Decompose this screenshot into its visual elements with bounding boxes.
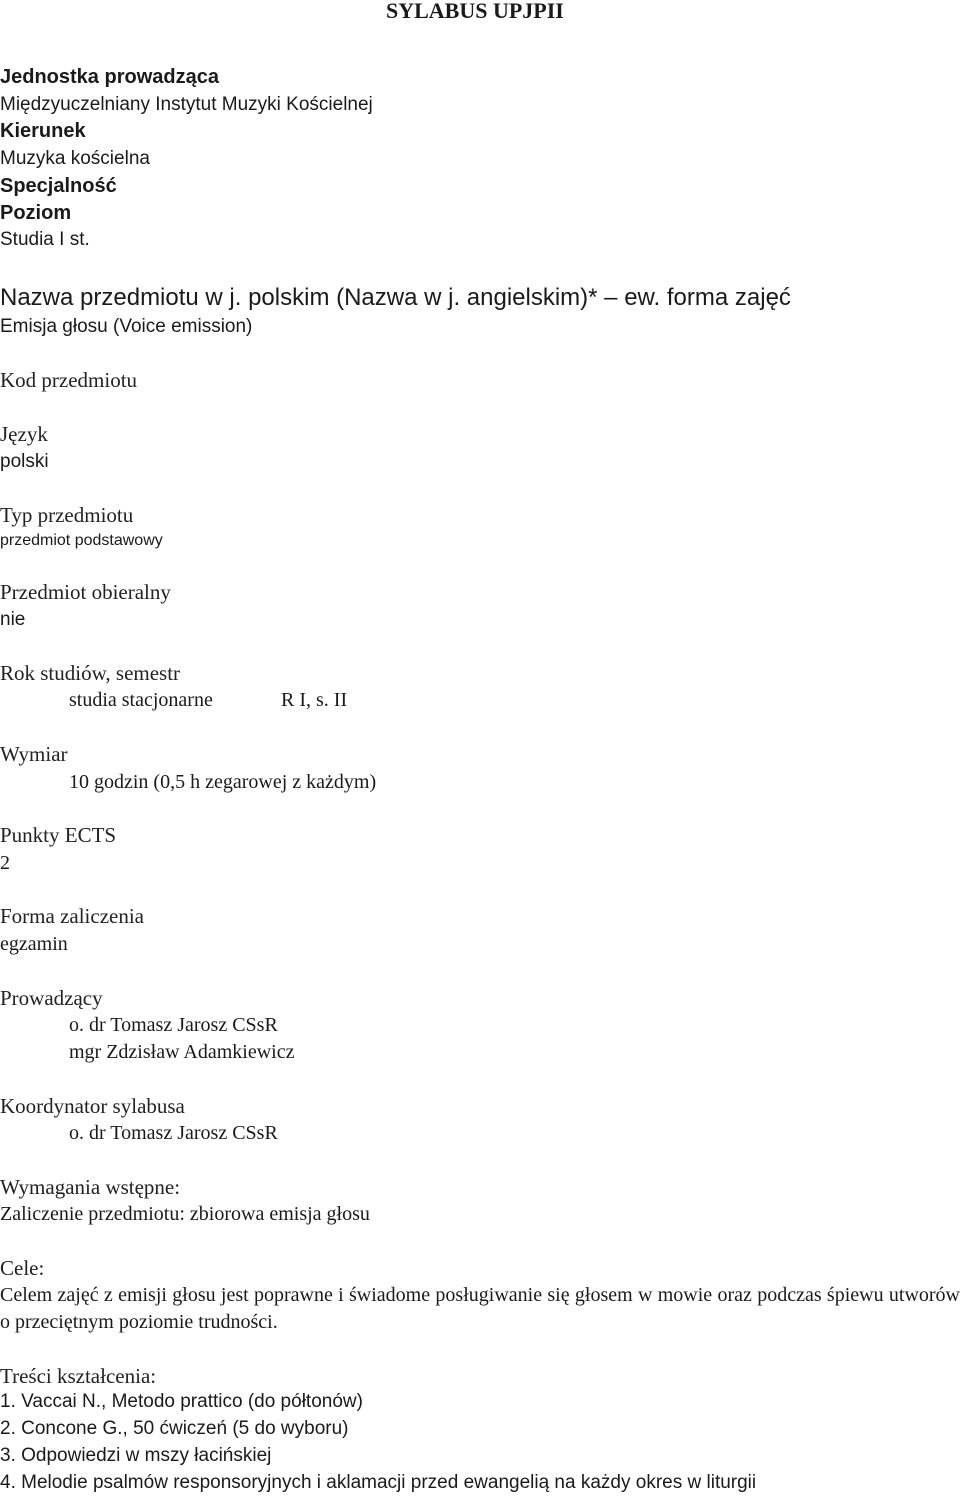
- list-item: 3. Odpowiedzi w mszy łacińskiej: [0, 1445, 272, 1466]
- koordynator-value: o. dr Tomasz Jarosz CSsR: [69, 1122, 278, 1144]
- obieralny-value: nie: [0, 609, 26, 630]
- tresci-list: [0, 1388, 756, 1496]
- jezyk-label: Język: [0, 422, 48, 446]
- ects-label: Punkty ECTS: [0, 823, 117, 847]
- list-item: 1. Vaccai N., Metodo prattico (do półtonów): [0, 1391, 363, 1412]
- ects-value: 2: [0, 852, 10, 874]
- jezyk-value: polski: [0, 451, 49, 472]
- wymagania-value: Zaliczenie przedmiotu: zbiorowa emisja głosu: [0, 1203, 370, 1225]
- poziom-value: Studia I st.: [0, 229, 90, 250]
- prowadzacy-2: mgr Zdzisław Adamkiewicz: [69, 1041, 295, 1063]
- kierunek-label: Kierunek: [0, 120, 86, 142]
- cele-value: Celem zajęć z emisji głosu jest poprawne i świadome posługiwanie się głosem w mowie oraz podczas śpiewu utworów o przeciętnym poziomie trudności.: [0, 1284, 960, 1333]
- kod-label: Kod przedmiotu: [0, 368, 138, 392]
- page-title: SYLABUS UPJPII: [386, 0, 564, 23]
- nazwa-label: Nazwa przedmiotu w j. polskim (Nazwa w j. angielskim)* – ew. forma zajęć: [0, 284, 791, 311]
- rok-label: Rok studiów, semestr: [0, 661, 181, 685]
- rok-value: R I, s. II: [281, 689, 348, 711]
- nazwa-value: Emisja głosu (Voice emission): [0, 316, 253, 337]
- list-item: 4. Melodie psalmów responsoryjnych i aklamacji przed ewangelią na każdy okres w liturgii: [0, 1472, 757, 1493]
- obieralny-label: Przedmiot obieralny: [0, 580, 171, 604]
- wymiar-label: Wymiar: [0, 742, 68, 766]
- wymiar-value: 10 godzin (0,5 h zegarowej z każdym): [69, 771, 377, 793]
- forma-label: Forma zaliczenia: [0, 904, 145, 928]
- forma-value: egzamin: [0, 933, 68, 955]
- poziom-label: Poziom: [0, 202, 72, 224]
- typ-value: przedmiot podstawowy: [0, 532, 163, 549]
- prowadzacy-1: o. dr Tomasz Jarosz CSsR: [69, 1014, 278, 1036]
- typ-label: Typ przedmiotu: [0, 503, 134, 527]
- kierunek-value: Muzyka kościelna: [0, 148, 150, 169]
- jednostka-label: Jednostka prowadząca: [0, 66, 219, 88]
- cele-label: Cele:: [0, 1256, 45, 1280]
- koordynator-label: Koordynator sylabusa: [0, 1094, 185, 1118]
- jednostka-value: Międzyuczelniany Instytut Muzyki Kościelnej: [0, 94, 373, 115]
- wymagania-label: Wymagania wstępne:: [0, 1175, 181, 1199]
- specjalnosc-label: Specjalność: [0, 175, 117, 197]
- tresci-label: Treści kształcenia:: [0, 1364, 157, 1388]
- rok-mode: studia stacjonarne: [69, 689, 213, 711]
- prowadzacy-label: Prowadzący: [0, 986, 103, 1010]
- list-item: 2. Concone G., 50 ćwiczeń (5 do wyboru): [0, 1418, 349, 1439]
